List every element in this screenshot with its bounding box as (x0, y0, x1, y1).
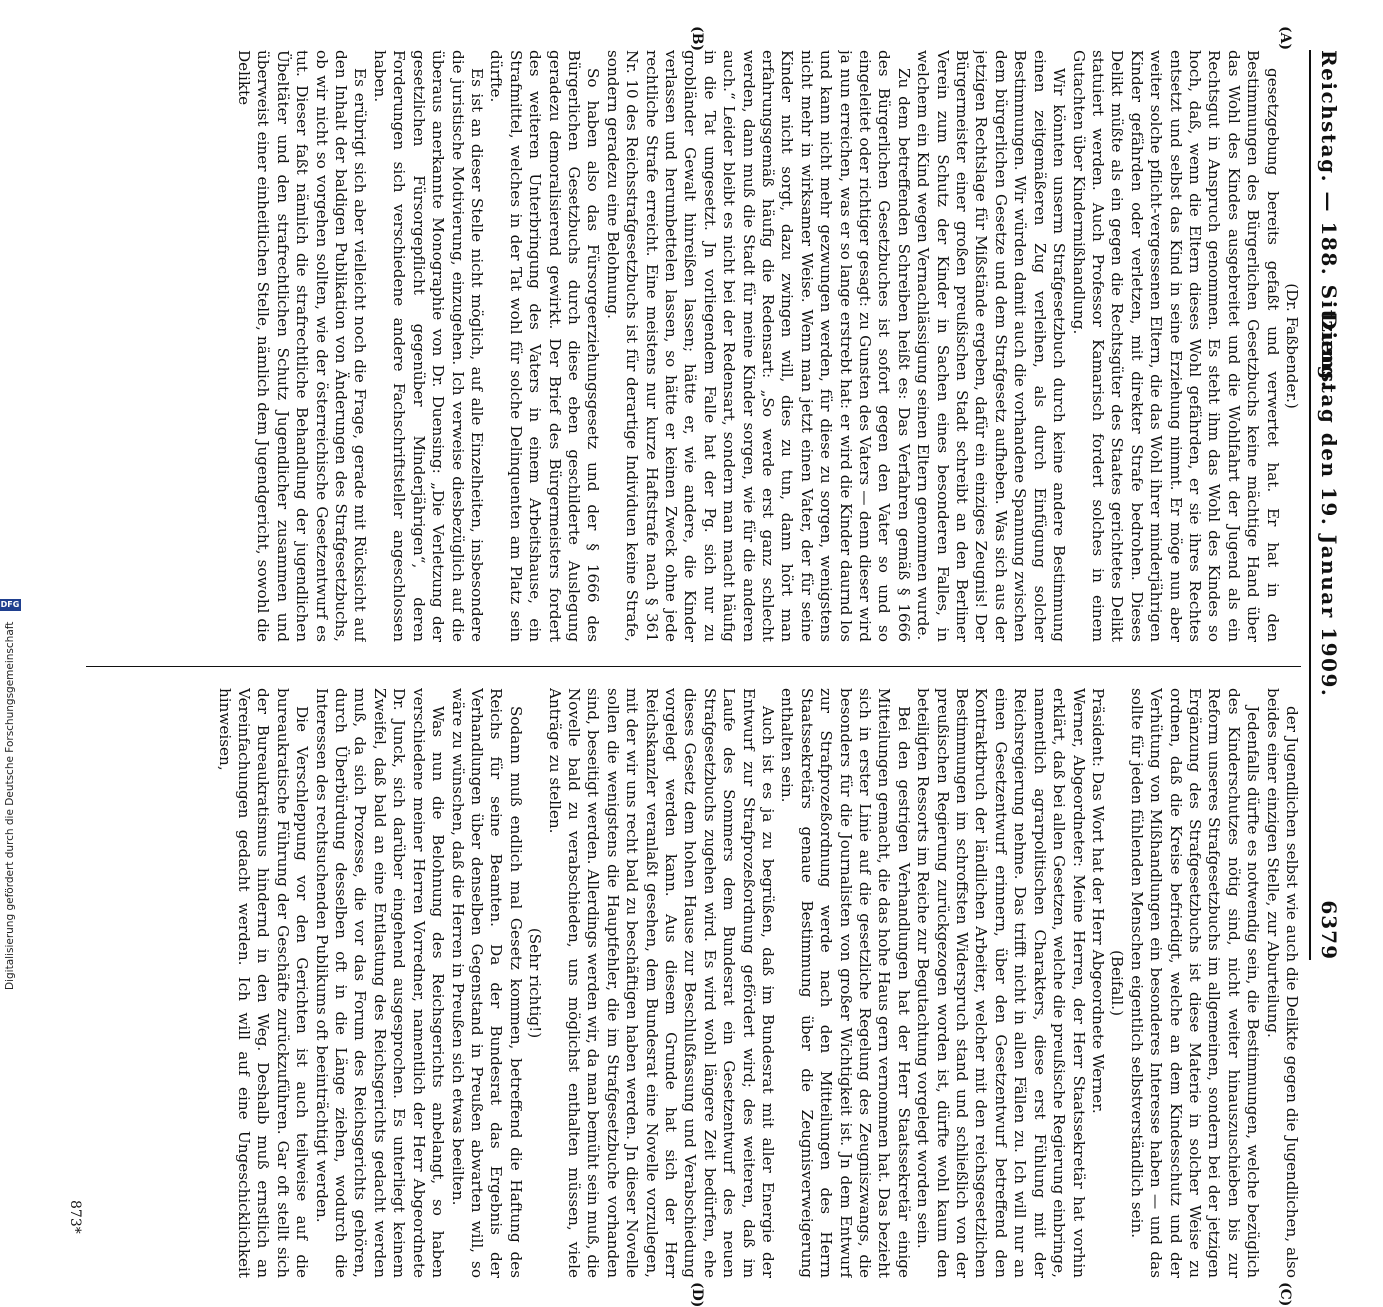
right-column-paragraph: Jedenfalls dürfte es notwendig sein, die Bestimmungen, welche bezüglich des Kinderschutzes nötig sind, nicht weiter hinauszuschieben bis zur Reform unseres Strafgesetzbuchs im allgemeinen, sondern bei der jetzigen Ergänzung des Strafgesetzbuchs ist diese Materie in solcher Weise zu ordnen, daß die Kreise befriedigt, welche an dem Kindesschutz und der Verhütung von Mißhandlungen ein besonderes Interesse haben — und das sollte für jeden fühlenden Menschen eigentlich selbstverständlich sein. (1127, 688, 1263, 1278)
right-column-paragraph: Die Verschleppung vor den Gerichten ist auch teilweise auf die bureaukratische Führung der Geschäfte zurückzuführen. Gar oft stellt sich der Bureaukratismus hindernd in den Weg. Deshalb muß ernstlich an Vereinfachungen gedacht werden. Ich will auf eine Ungeschicklichkeit hinweisen, (215, 688, 312, 1278)
left-column-paragraph: gesetzgebung bereits gefaßt und verwertet hat. Er hat in den Bestimmungen des Bürgerlichen Gesetzbuchs keine mächtige Hand über das Wohl des Kindes ausgebreitet und die Wohlfahrt der Jugend als ein Rechtsgut in Anspruch genommen. Es steht ihm das Wohl des Kindes so hoch, daß, wenn die Eltern dieses Wohl gefährden, er sie ihres Rechtes entsetzt und selbst das Kind in seine Erziehung nimmt. Er möge nun aber weiter solche pflicht-vergessenen Eltern, die das Wohl ihrer minderjährigen Kinder gefährden oder verletzen, mit direkter Strafe bedrohen. Dieses Delikt müßte als ein gegen die Rechtsgüter des Staates gerichtetes Delikt statuiert werden. Auch Professor Kamarisch fordert solches in einem Gutachten über Kindermißhandlung. (1069, 50, 1282, 642)
right-column-paragraph: (Beifall.) (1108, 949, 1127, 1017)
newspaper-page (67, 20, 1345, 1307)
margin-marker-b: (B) (689, 26, 705, 52)
text-column-left (86, 50, 1301, 642)
left-column-paragraph: Zu dem betreffenden Schreiben heißt es: Das Verfahren gemäß § 1666 des Bürgerlichen Gesetzbuches ist sofort gegen den Vater so und so eingeleitet oder richtiger gesagt: zu Gunsten des Vaters — denn dieser wird ja nun erreichen, was er so lange erstrebt hat: er wird die Kinder daurnd los und kann nicht mehr gezwungen werden, für diese zu sorgen, wenigstens nicht mehr in wirksamer Weise. Wenn man jetzt einen Vater, der für seine Kinder nicht sorgt, dazu zwingen will, dies zu tun, dann hört man erfahrungsgemäß häufig die Redensart: „So werde erst ganz schlecht werden, dann muß die Stadt für meine Kinder sorgen, wie für die anderen auch.“ Leider bleibt es nicht bei der Redensart, sondern man macht häufig in die Tat umgesetzt. Jn vorliegendem Falle hat der Pg. sich nur zu grobländer Gewalt hinreißen lassen; hätte er, wie andere, die Kinder verlassen und herumbettelen lassen, so hätte er keinen Zweck ohne jede rechtliche Strafe erreicht. Eine meistens nur kurze Haftstrafe nach § 361 Nr. 10 des Reichsstrafgesetzbuchs ist für derartige Individuen keine Strafe, sondern geradezu eine Belohnung. (603, 50, 913, 642)
right-column-paragraph: Sodann muß endlich mal Gesetz kommen, betreffend die Haftung des Reichs für seine Beamten. Da der Bundesrat das Ergebnis der Verhandlungen über denselben Gegenstand in Preußen abwarten will, so wäre zu wünschen, daß die Herren in Preußen sich etwas beeilten. (448, 688, 525, 1278)
right-column-paragraph: Auch ist es ja zu begrüßen, daß im Bundesrat mit aller Energie der Entwurf zur Strafprozeßordnung gefördert wird; des weiteren, daß im Laufe des Sommers dem Bundesrat ein Gesetzentwurf des neuen Strafgesetzbuchs zugehen wird. Es wird wohl längere Zeit bedürfen, ehe dieses Gesetz dem hohen Hause zur Beschlußfassung und Verabschiedung vorgelegt werden kann. Aus diesem Grunde hat sich der Herr Reichskanzler veranlaßt gesehen, dem Bundesrat eine Novelle vorzulegen, mit der wir uns recht bald zu beschäftigen haben werden. Jn dieser Novelle sollen die wenigstens die Hauptfehler, die im Strafgesetzbuche vorhanden sind, beseitigt werden. Allerdings werden wir, da man bemüht sein muß, die Novelle bald zu verabschieden, uns möglichst enthalten müssen, viele Anträge zu stellen. (545, 688, 778, 1278)
header-session: Reichstag. — 188. Sitzung. (1317, 50, 1341, 390)
left-column-paragraph: Es ist an dieser Stelle nicht möglich, auf alle Einzelheiten, insbesondere die juristische Motivierung, einzugehen. Ich verweise diesbezüglich auf die überaus anerkannte Monographie von Dr. Duensing: „Die Verletzung der gesetzlichen Fürsorgepflicht gegenüber Minderjährigen“, deren Forderungen sich verschiedene andere Fachschriftsteller angeschlossen haben. (370, 50, 486, 642)
right-column-paragraph: Was nun die Belohnung des Reichsgerichts anbelangt, so haben verschiedene meiner Herren Vorredner, namentlich der Herr Abgeordnete Dr. Junck, sich darüber eingehend ausgesprochen. Es unterliegt keinem Zweifel, daß bald an eine Entlastung des Reichsgerichts gedacht werden muß, da sich Prozesse, die vor das Forum des Reichsgerichts gehören, durch Überbürdung desselben oft in die Länge ziehen, wodurch die Interessen des rechtsuchenden Publikums oft beeinträchtigt werden. (312, 688, 448, 1278)
margin-marker-d: (D) (689, 1282, 705, 1307)
right-column-paragraph: Präsident: Das Wort hat der Herr Abgeordnete Werner. (1088, 688, 1107, 1114)
left-column-paragraph: Es erübrigt sich aber vielleicht noch die Frage, gerade mit Rücksicht auf den Inhalt der baldigen Publikation von Änderungen des Strafgesetzbuchs, ob wir nicht so vorgehen sollten, wie der österreichische Gesetzentwurf es tut. Dieser faßt nämlich die strafrechtliche Behandlung der jugendlichen Übeltäter und den strafrechtlichen Schutz Jugendlicher zusammen und überweist einer einheitlichen Stelle, nämlich dem Jugendgericht, sowohl die Delikte (235, 50, 370, 642)
right-column-paragraph: Werner, Abgeordneter: Meine Herren, der Herr Staatssekretär hat vorhin erklärt, daß bei allen Gesetzen, welche die preußische Regierung einbringe, namentlich agrarpolitischen Charakters, diese erst Fühlung mit der Reichsregierung nehme. Das trifft nicht in allen Fällen zu. Ich will nur an einen Gesetzentwurf erinnern, über den Gesetzentwurf betreffend den Kontraktbruch der ländlichen Arbeiter, welcher mit den reichsgesetzlichen Bestimmungen im schroffsten Widerspruch stand und schließlich von der preußischen Regierung zurückgezogen worden ist, dürfte wohl kaum den beteiligten Ressorts im Reiche zur Begutachtung vorgelegt worden sein. (914, 688, 1088, 1278)
page-header (1315, 50, 1345, 960)
column-divider (86, 666, 1301, 667)
right-column-paragraph: Bei den gestrigen Verhandlungen hat der Herr Staatssekretär einige Mitteilungen gemacht, die das hohe Haus gern vernommen hat. Das bezieht sich in erster Linie auf die gesetzliche Regelung des Zeugniszwangs, die besonders für die Journalisten von großer Wichtigkeit ist. Jn dem Entwurf zur Strafprozeßordnung werde nach den Mitteilungen des Herrn Staatssekretärs genaue Bestimmung über die Zeugnisverweigerung enthalten sein. (778, 688, 913, 1278)
text-column-right (86, 688, 1301, 1278)
left-column-paragraph: So haben also das Fürsorgeerziehungsgesetz und der § 1666 des Bürgerlichen Gesetzbuchs durch diese eben geschilderte Auslegung geradezu demoralisierend gewirkt. Der Brief des Bürgermeisters fordert des weiteren Unterbringung des Vaters in einem Arbeitshause, ein Strafmittel, welches in der Tat wohl für solche Delinquenten am Platz sein dürfte. (487, 50, 603, 642)
header-date: Dienstag den 19. Januar 1909. (1317, 312, 1341, 698)
left-column-paragraph: Wir könnten unserm Strafgesetzbuch durch keine andere Bestimmung einen zeitgemäßeren Zug verleihen, als durch Einfügung solcher Bestimmungen. Wir würden damit auch die vorhandene Spannung zwischen dem bürgerlichen Gesetze und dem Strafgesetz aufheben. Was sich aus der jetzigen Rechtslage für Mißstände ergeben, dafür ein einziges Zeugnis! Der Bürgermeister einer großen preußischen Stadt schreibt an den Berliner Verein zum Schutz der Kinder in Sachen eines besonderen Falles, in welchem ein Kind wegen Vernachlässigung seinen Eltern genommen wurde. (914, 50, 1069, 642)
margin-marker-c: (C) (1277, 1282, 1293, 1307)
dfg-logo-icon: DFG (0, 599, 20, 609)
digitization-credit (0, 594, 20, 990)
margin-marker-a: (A) (1277, 26, 1293, 51)
page-footer-number: 873* (67, 1200, 83, 1234)
right-column-paragraph: (Sehr richtig!) (526, 927, 545, 1039)
left-column-paragraph: (Dr. Faßbender.) (1283, 283, 1301, 409)
right-column-paragraph: der Jugendlichen selbst wie auch die Delikte gegen die Jugendlichen, also beides einer einzigen Stelle, zur Aburteilung. (1263, 688, 1301, 1278)
header-rule (1309, 50, 1311, 960)
credit-text: Digitalisierung gefördert durch die Deutsche Forschungsgemeinschaft (4, 621, 16, 990)
page-number: 6379 (1317, 900, 1341, 960)
